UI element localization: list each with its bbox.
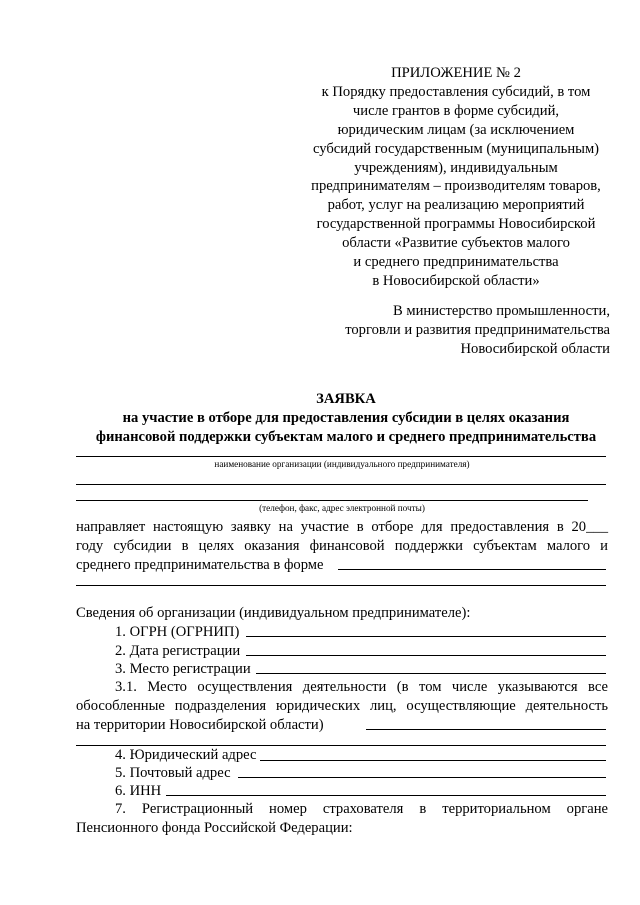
- intro-line3-text: среднего предпринимательства в форме: [76, 557, 324, 573]
- appendix-line: государственной программы Новосибирской: [316, 216, 596, 233]
- appendix-line: субсидий государственным (муниципальным): [312, 140, 600, 157]
- org-name-field-line2[interactable]: [76, 484, 606, 485]
- legal-address-label: 4. Юридический адрес: [115, 747, 257, 763]
- pfr-number-line2: Пенсионного фонда Российской Федерации:: [76, 820, 353, 836]
- org-info-heading: Сведения об организации (индивидуальном предпринимателе):: [76, 605, 471, 621]
- appendix-line: предпринимателям – производителям товаров,: [311, 178, 601, 195]
- form-subtitle-line2: финансовой поддержки субъектам малого и среднего предпринимательства: [95, 429, 597, 445]
- activity-place-line1: 3.1. Место осуществления деятельности (в том числе указываются все: [115, 679, 608, 695]
- appendix-line: числе грантов в форме субсидий,: [352, 102, 560, 119]
- appendix-line: в Новосибирской области»: [372, 272, 540, 289]
- reg-date-field[interactable]: [246, 655, 606, 656]
- reg-place-label: 3. Место регистрации: [115, 661, 251, 677]
- activity-place-line3: на территории Новосибирской области): [76, 717, 324, 733]
- appendix-line: области «Развитие субъектов малого: [342, 235, 570, 252]
- appendix-line: работ, услуг на реализацию мероприятий: [327, 197, 585, 214]
- addressee-line: Новосибирской области: [460, 341, 610, 357]
- postal-address-field[interactable]: [238, 777, 606, 778]
- org-name-field[interactable]: [76, 456, 606, 457]
- appendix-line: ПРИЛОЖЕНИЕ № 2: [391, 65, 521, 81]
- appendix-line: юридическим лицам (за исключением: [337, 121, 575, 138]
- legal-address-field[interactable]: [260, 760, 606, 761]
- contacts-caption: (телефон, факс, адрес электронной почты): [259, 503, 425, 513]
- inn-label: 6. ИНН: [115, 783, 162, 799]
- appendix-header: [300, 64, 612, 291]
- appendix-line: к Порядку предоставления субсидий, в том: [321, 83, 591, 100]
- reg-date-label: 2. Дата регистрации: [115, 643, 241, 659]
- activity-place-field[interactable]: [366, 729, 606, 730]
- inn-field[interactable]: [166, 795, 606, 796]
- contacts-field[interactable]: [76, 500, 588, 501]
- form-title: ЗАЯВКА: [316, 391, 376, 407]
- support-form-field-line2[interactable]: [76, 585, 606, 586]
- ogrn-field[interactable]: [246, 636, 606, 637]
- support-form-field[interactable]: [338, 569, 606, 570]
- activity-place-line2: обособленные подразделения юридических лиц, осуществляющие деятельность: [76, 698, 608, 714]
- org-name-caption: наименование организации (индивидуального предпринимателя): [214, 459, 470, 469]
- ogrn-label: 1. ОГРН (ОГРНИП): [115, 624, 240, 640]
- intro-line1: направляет настоящую заявку на участие в отборе для предоставления в 20___: [76, 519, 608, 535]
- appendix-line: учреждениям), индивидуальным: [354, 159, 558, 176]
- addressee-block: [345, 302, 610, 359]
- intro-line2: году субсидии в целях оказания финансовой поддержки субъектам малого и: [76, 538, 608, 554]
- addressee-line: В министерство промышленности,: [392, 303, 610, 319]
- reg-place-field[interactable]: [256, 673, 606, 674]
- appendix-line: и среднего предпринимательства: [353, 254, 559, 271]
- addressee-line: торговли и развития предпринимательства: [345, 322, 610, 338]
- pfr-number-line1: 7. Регистрационный номер страхователя в территориальном органе: [115, 801, 608, 817]
- postal-address-label: 5. Почтовый адрес: [115, 765, 231, 781]
- intro-line3: [76, 556, 323, 575]
- form-subtitle-line1: на участие в отборе для предоставления субсидии в целях оказания: [122, 410, 570, 426]
